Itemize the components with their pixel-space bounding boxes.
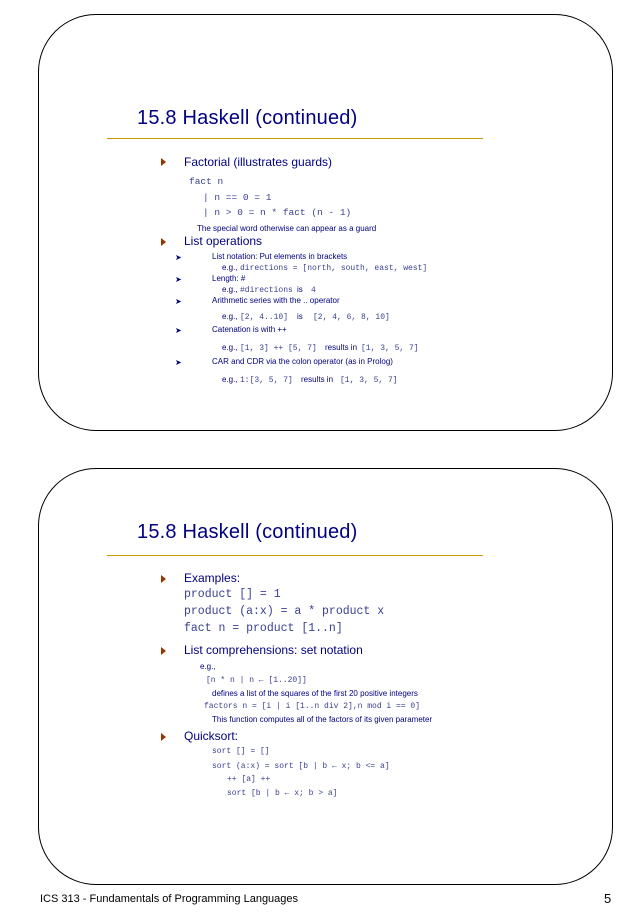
arith-code: [2, 4..10] bbox=[240, 313, 289, 322]
title-underline bbox=[107, 555, 483, 556]
bullet-arrow-icon bbox=[161, 647, 166, 655]
car-value: [1, 3, 5, 7] bbox=[340, 376, 398, 385]
code-line: sort [b | b ← x; b > a] bbox=[227, 789, 338, 798]
length-value: 4 bbox=[311, 286, 316, 295]
concat-value: [1, 3, 5, 7] bbox=[361, 344, 419, 353]
guard-note: The special word otherwise can appear as a guard bbox=[197, 224, 377, 233]
code-line: fact n bbox=[189, 176, 224, 187]
lc-code-2: factors n = [i | i [1..n div 2],n mod i == 0] bbox=[204, 702, 421, 711]
code-line: | n == 0 = 1 bbox=[203, 192, 272, 203]
chevron-right-icon: ➤ bbox=[175, 253, 182, 262]
slide-1 bbox=[38, 14, 613, 431]
code-line: | n > 0 = n * fact (n - 1) bbox=[203, 207, 352, 218]
bullet-arrow-icon bbox=[161, 733, 166, 741]
concat-code: [1, 3] ++ [5, 7] bbox=[240, 344, 317, 353]
arith-value: [2, 4, 6, 8, 10] bbox=[313, 313, 390, 322]
bullet-arrow-icon bbox=[161, 158, 166, 166]
slide-2 bbox=[38, 468, 613, 885]
results-label: results in bbox=[301, 375, 334, 384]
eg-label: e.g., bbox=[200, 662, 216, 671]
slide-title: 15.8 Haskell (continued) bbox=[137, 107, 358, 129]
bullet-examples: Examples: bbox=[184, 571, 241, 585]
results-label: results in bbox=[325, 343, 358, 352]
length-code: #directions bbox=[240, 286, 293, 295]
bullet-list-comprehensions: List comprehensions: set notation bbox=[184, 643, 363, 657]
code-line: ++ [a] ++ bbox=[227, 775, 271, 784]
car-code: 1:[3, 5, 7] bbox=[240, 376, 293, 385]
sub-item-length: Length: # bbox=[212, 274, 246, 283]
bullet-factorial: Factorial (illustrates guards) bbox=[184, 155, 333, 169]
lc-code-1: [n * n | n ← [1..20]] bbox=[206, 676, 307, 685]
code-line: sort (a:x) = sort [b | b ← x; b <= a] bbox=[212, 762, 390, 771]
eg-label: e.g., bbox=[222, 343, 238, 352]
bullet-arrow-icon bbox=[161, 238, 166, 246]
sub-item-arith: Arithmetic series with the .. operator bbox=[212, 296, 340, 305]
page-number: 5 bbox=[604, 891, 612, 906]
eg-label: e.g., bbox=[222, 285, 238, 294]
bullet-list-operations: List operations bbox=[184, 234, 263, 248]
is-label: is bbox=[297, 312, 303, 321]
chevron-right-icon: ➤ bbox=[175, 358, 182, 367]
eg-label: e.g., bbox=[222, 312, 238, 321]
lc-note-1: defines a list of the squares of the first 20 positive integers bbox=[212, 689, 418, 698]
chevron-right-icon: ➤ bbox=[175, 326, 182, 335]
bullet-quicksort: Quicksort: bbox=[184, 729, 239, 743]
chevron-right-icon: ➤ bbox=[175, 297, 182, 306]
code-line: product (a:x) = a * product x bbox=[184, 605, 385, 618]
is-label: is bbox=[297, 285, 303, 294]
footer-course: ICS 313 - Fundamentals of Programming Languages bbox=[40, 893, 299, 905]
lc-note-2: This function computes all of the factors of its given parameter bbox=[212, 715, 433, 724]
notation-code: directions = [north, south, east, west] bbox=[240, 264, 428, 273]
code-line: product [] = 1 bbox=[184, 588, 281, 601]
sub-item-car: CAR and CDR via the colon operator (as in Prolog) bbox=[212, 357, 393, 366]
eg-label: e.g., bbox=[222, 375, 238, 384]
sub-item-concat: Catenation is with ++ bbox=[212, 325, 287, 334]
title-underline bbox=[107, 138, 483, 139]
code-line: fact n = product [1..n] bbox=[184, 622, 343, 635]
sub-item-notation: List notation: Put elements in brackets bbox=[212, 252, 348, 261]
chevron-right-icon: ➤ bbox=[175, 275, 182, 284]
eg-label: e.g., bbox=[222, 263, 238, 272]
bullet-arrow-icon bbox=[161, 575, 166, 583]
slide-title: 15.8 Haskell (continued) bbox=[137, 521, 358, 543]
code-line: sort [] = [] bbox=[212, 747, 270, 756]
